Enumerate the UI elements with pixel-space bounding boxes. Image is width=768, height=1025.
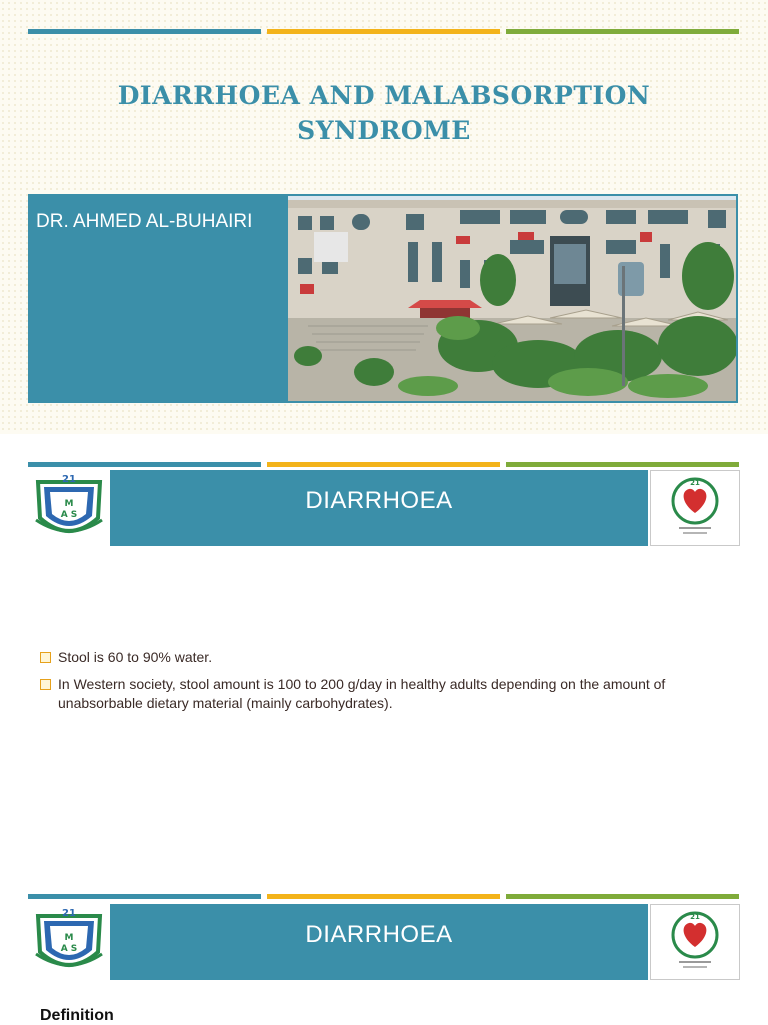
svg-text:A S: A S bbox=[60, 944, 78, 954]
bullet-list bbox=[38, 648, 738, 721]
faculty-logo bbox=[650, 904, 740, 980]
mas-logo bbox=[28, 470, 110, 546]
mas-logo bbox=[28, 904, 110, 980]
title-slide bbox=[0, 0, 768, 434]
stripe-teal bbox=[28, 894, 261, 899]
shield-logo-icon bbox=[28, 904, 110, 980]
title-line-1: DIARRHOEA AND MALABSORPTION bbox=[117, 81, 651, 110]
stripe-green bbox=[506, 894, 739, 899]
slide-diarrhoea-1 bbox=[0, 434, 768, 854]
stripe-yellow bbox=[267, 894, 500, 899]
title-line-2: SYNDROME bbox=[297, 116, 471, 145]
heart-logo-icon bbox=[651, 905, 739, 979]
heart-logo-icon bbox=[651, 471, 739, 545]
definition-heading: Definition bbox=[40, 1007, 114, 1024]
stripe-yellow bbox=[267, 29, 500, 34]
slide-header-title: DIARRHOEA bbox=[305, 487, 453, 514]
list-item bbox=[38, 648, 738, 667]
svg-text:21: 21 bbox=[62, 908, 76, 919]
slide-title bbox=[60, 78, 708, 148]
list-item bbox=[38, 675, 738, 713]
stripe-teal bbox=[28, 29, 261, 34]
bullet-text: In Western society, stool amount is 100 to 200 g/day in healthy adults depending on the amount of unabsorbable dietary material (mainly carbohydrates). bbox=[58, 676, 666, 711]
campus-photo bbox=[288, 196, 736, 401]
bullet-text: Stool is 60 to 90% water. bbox=[58, 649, 213, 665]
stripe-green bbox=[506, 29, 739, 34]
stripe-green bbox=[506, 462, 739, 467]
checkbox-bullet-icon bbox=[40, 679, 51, 690]
slide-diarrhoea-2 bbox=[0, 866, 768, 1024]
shield-logo-icon bbox=[28, 470, 110, 546]
stripe-yellow bbox=[267, 462, 500, 467]
checkbox-bullet-icon bbox=[40, 652, 51, 663]
faculty-logo bbox=[650, 470, 740, 546]
slide-header bbox=[110, 470, 648, 546]
svg-text:M: M bbox=[64, 499, 74, 509]
svg-text:21: 21 bbox=[62, 474, 76, 485]
slide-header bbox=[110, 904, 648, 980]
svg-text:21: 21 bbox=[690, 913, 700, 921]
stripe-teal bbox=[28, 462, 261, 467]
svg-text:21: 21 bbox=[690, 479, 700, 487]
svg-text:A S: A S bbox=[60, 510, 78, 520]
svg-text:M: M bbox=[64, 933, 74, 943]
author-name: DR. AHMED AL-BUHAIRI bbox=[36, 211, 253, 232]
slide-header-title: DIARRHOEA bbox=[305, 921, 453, 948]
